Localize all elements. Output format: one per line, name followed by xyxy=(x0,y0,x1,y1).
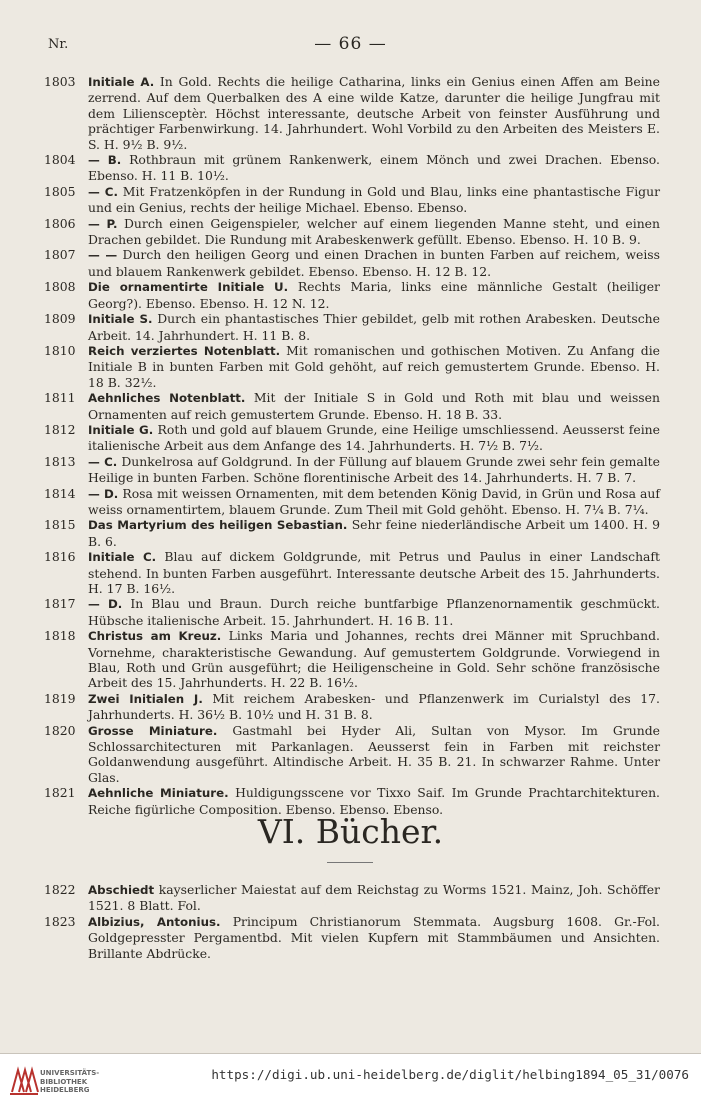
catalogue-entry xyxy=(44,914,660,961)
entry-text: Durch einen Geigenspieler, welcher auf einem liegenden Manne steht, und einen Drachen gebildet. Die Rundung mit Arabeskenwerk gefüllt. Ebenso. Ebenso. H. 10 B. 9. xyxy=(88,215,660,248)
library-line: HEIDELBERG xyxy=(40,1086,90,1094)
catalogue-entry xyxy=(44,422,660,454)
catalogue-entry xyxy=(44,390,660,422)
entry-number: 1815 xyxy=(44,517,76,533)
entry-description xyxy=(88,343,660,390)
entry-text: Rothbraun mit grünem Rankenwerk, einem Mönch und zwei Drachen. Ebenso. Ebenso. H. 11 B. 10½. xyxy=(88,152,660,184)
entry-description xyxy=(88,723,660,786)
catalogue-entry xyxy=(44,486,660,518)
entry-lead: — — xyxy=(88,248,118,263)
entry-text: Mit romanischen und gothischen Motiven. Zu Anfang die Initiale B in bunten Farben mit Gold gehöht, auf reich gemustertem Grunde. Ebenso. H. 18 B. 32½. xyxy=(88,342,660,390)
source-url-link[interactable]: https://digi.ub.uni-heidelberg.de/diglit/helbing1894_05_31/0076 xyxy=(211,1067,689,1082)
catalogue-entry xyxy=(44,311,660,343)
catalogue-entry xyxy=(44,882,660,914)
entry-number: 1808 xyxy=(44,279,76,295)
entry-lead: Initiale S. xyxy=(88,312,153,327)
entry-description xyxy=(88,247,660,279)
entry-text: Sehr feine niederländische Arbeit um 1400. H. 9 B. 6. xyxy=(88,517,660,549)
library-line: BIBLIOTHEK xyxy=(40,1077,88,1086)
entry-lead: Christus am Kreuz. xyxy=(88,629,222,644)
entry-description xyxy=(88,596,660,628)
entry-lead: — C. xyxy=(88,454,118,469)
entry-lead: Die ornamentirte Initiale U. xyxy=(88,280,289,295)
catalogue-entry xyxy=(44,279,660,311)
entry-lead: Aehnliche Miniature. xyxy=(88,786,229,801)
page-number: — 66 — xyxy=(314,34,387,54)
entry-lead: Grosse Miniature. xyxy=(88,723,218,738)
entry-lead: Initiale A. xyxy=(88,75,155,89)
entry-description xyxy=(88,549,660,596)
entry-lead: Zwei Initialen J. xyxy=(88,691,203,706)
catalogue-entry xyxy=(44,454,660,486)
entry-text: kayserlicher Maiestat auf dem Reichstag zu Worms 1521. Mainz, Joh. Schöffer 1521. 8 Blatt. Fol. xyxy=(88,882,660,914)
entry-text: Dunkelrosa auf Goldgrund. In der Füllung auf blauem Grunde zwei sehr fein gemalte Heilige in bunten Farben. Schöne florentinische Arbeit des 14. Jahrhunderts. H. 7 B. 7. xyxy=(88,453,660,486)
catalogue-entry xyxy=(44,596,660,628)
entry-number: 1816 xyxy=(44,549,76,565)
entry-text: Links Maria und Johannes, rechts drei Männer mit Spruchband. Vornehme, charakteristische Gewandung. Auf gemustertem Goldgrunde. Vorwiegend in Blau, Roth und Grün ausgeführt; die Heiligenscheine in Gold. Sehr schöne französische Arbeit des 15. Jahrhunderts. H. 22 B. 16½. xyxy=(88,628,660,691)
catalogue-entry xyxy=(44,723,660,786)
entry-text: Mit der Initiale S in Gold und Roth mit blau und weissen Ornamenten auf reich gemustertem Grunde. Ebenso. H. 18 B. 33. xyxy=(88,390,660,422)
entry-text: Durch den heiligen Georg und einen Drachen in bunten Farben auf reichem, weiss und blauem Rankenwerk gebildet. Ebenso. Ebenso. H. 12 B. 12. xyxy=(88,247,661,279)
entry-lead: Reich verziertes Notenblatt. xyxy=(88,343,281,358)
entry-number: 1822 xyxy=(44,882,76,897)
entry-number: 1810 xyxy=(44,342,76,358)
catalogue-entry xyxy=(44,549,660,596)
entry-lead: Initiale G. xyxy=(88,422,154,437)
catalogue-entry xyxy=(44,184,660,216)
entry-number: 1819 xyxy=(44,690,76,706)
entry-lead: — B. xyxy=(88,153,122,168)
entry-text: Mit reichem Arabesken- und Pflanzenwerk im Curialstyl des 17. Jahrhunderts. H. 36½ B. 10½ und H. 31 B. 8. xyxy=(88,690,660,723)
entry-text: Rosa mit weissen Ornamenten, mit dem betenden König David, in Grün und Rosa auf weiss ornamentirtem, blauem Grunde. Zum Theil mit Gold gehöht. Ebenso. H. 7¼ B. 7¼. xyxy=(88,485,660,517)
catalogue-entry xyxy=(44,216,660,248)
entry-description xyxy=(88,279,660,311)
entry-text: Roth und gold auf blauem Grunde, eine Heilige umschliessend. Aeusserst feine italienische Arbeit aus dem Anfange des 14. Jahrhunderts. H. 7½ B. 7½. xyxy=(88,421,660,454)
catalogue-entry xyxy=(44,343,660,390)
entry-text: Huldigungsscene vor Tixxo Saif. Im Grunde Prachtarchitekturen. Reiche figürliche Composition. Ebenso. Ebenso. Ebenso. xyxy=(88,785,660,817)
entry-number: 1803 xyxy=(44,74,76,89)
entry-lead: Initiale C. xyxy=(88,550,157,565)
entry-number: 1805 xyxy=(44,183,76,199)
entry-lead: Aehnliches Notenblatt. xyxy=(88,391,246,406)
entry-description xyxy=(88,422,660,454)
entry-number: 1821 xyxy=(44,785,76,801)
entry-description xyxy=(88,184,660,216)
entry-description xyxy=(88,628,660,691)
catalogue-entry xyxy=(44,517,660,549)
entry-description xyxy=(88,390,660,422)
book-entries xyxy=(44,882,660,961)
entry-number: 1804 xyxy=(44,152,76,168)
entry-lead: — C. xyxy=(88,184,118,199)
section-rule xyxy=(327,862,373,863)
entry-lead: Das Martyrium des heiligen Sebastian. xyxy=(88,518,348,533)
entry-number: 1807 xyxy=(44,247,76,263)
entry-number: 1809 xyxy=(44,311,76,327)
catalogue-entry xyxy=(44,691,660,723)
entry-text: In Gold. Rechts die heilige Catharina, links ein Genius einen Affen am Beine zerrend. Auf dem Querbalken des A eine wilde Katze, darunter die heilige Jungfrau mit dem Liliensceptèr. Höchst interessante, deutsche Arbeit von feinster Ausführung und prächtiger Farbenwirkung. 14. Jahrhundert. Wohl Vorbild zu den Arbeiten des Meisters E. S. H. 9½ B. 9½. xyxy=(88,74,660,152)
entry-text: Gastmahl bei Hyder Ali, Sultan von Mysor. Im Grunde Schlossarchitecturen mit Parkanlagen. Aeusserst fein in Farben mit reichster Goldanwendung ausgeführt. Altindische Arbeit. H. 35 B. 21. In schwarzer Rahme. Unter Glas. xyxy=(88,722,660,785)
entry-text: Blau auf dickem Goldgrunde, mit Petrus und Paulus in einer Landschaft stehend. In bunten Farben ausgeführt. Interessante deutsche Arbeit des 15. Jahrhunderts. H. 17 B. 16½. xyxy=(88,549,660,596)
entry-description xyxy=(88,517,660,549)
entry-text: Rechts Maria, links eine männliche Gestalt (heiliger Georg?). Ebenso. Ebenso. H. 12 N. 12. xyxy=(88,279,660,311)
entry-description xyxy=(88,152,660,184)
entry-lead: — D. xyxy=(88,597,123,612)
entry-description xyxy=(88,216,660,248)
entry-description xyxy=(88,914,660,961)
entry-number: 1814 xyxy=(44,485,76,501)
entry-number: 1813 xyxy=(44,453,76,469)
entry-lead: Abschiedt xyxy=(88,883,155,897)
entry-lead: — D. xyxy=(88,486,119,501)
entry-lead: Albizius, Antonius. xyxy=(88,914,221,929)
entry-number: 1820 xyxy=(44,722,76,738)
page-label: Nr. xyxy=(48,37,69,52)
entry-lead: — P. xyxy=(88,216,118,231)
entry-number: 1818 xyxy=(44,628,76,644)
entry-description xyxy=(88,882,660,914)
section-heading: VI. Bücher. xyxy=(257,812,444,851)
catalogue-entry xyxy=(44,152,660,184)
entry-description xyxy=(88,454,660,486)
catalogue-entries xyxy=(44,74,660,817)
footer-bar xyxy=(0,1054,701,1106)
entry-text: Mit Fratzenköpfen in der Rundung in Gold und Blau, links eine phantastische Figur und ein Genius, rechts der heilige Michael. Ebenso. Ebenso. xyxy=(88,183,660,216)
entry-description xyxy=(88,311,660,343)
entry-number: 1806 xyxy=(44,215,76,231)
entry-description xyxy=(88,74,660,152)
entry-text: In Blau und Braun. Durch reiche buntfarbige Pflanzenornamentik geschmückt. Hübsche italienische Arbeit. 15. Jahrhundert. H. 16 B. 11. xyxy=(88,596,660,628)
catalogue-entry xyxy=(44,247,660,279)
entry-number: 1823 xyxy=(44,913,76,929)
library-line: UNIVERSITÄTS- xyxy=(40,1069,100,1077)
entry-number: 1812 xyxy=(44,421,76,437)
entry-text: Principum Christianorum Stemmata. Augsburg 1608. Gr.-Fol. Goldgepresster Pergamentbd. Mit vielen Kupfern mit Stammbäumen und Ansichten. Brillante Abdrücke. xyxy=(88,913,660,961)
entry-number: 1817 xyxy=(44,596,76,612)
entry-description xyxy=(88,486,660,518)
entry-description xyxy=(88,691,660,723)
catalogue-entry xyxy=(44,628,660,691)
catalogue-entry xyxy=(44,74,660,152)
university-library-logo-icon[interactable] xyxy=(8,1062,40,1098)
entry-text: Durch ein phantastisches Thier gebildet, gelb mit rothen Arabesken. Deutsche Arbeit. 14. Jahrhundert. H. 11 B. 8. xyxy=(88,311,660,343)
library-name xyxy=(40,1069,99,1095)
entry-number: 1811 xyxy=(44,390,76,406)
